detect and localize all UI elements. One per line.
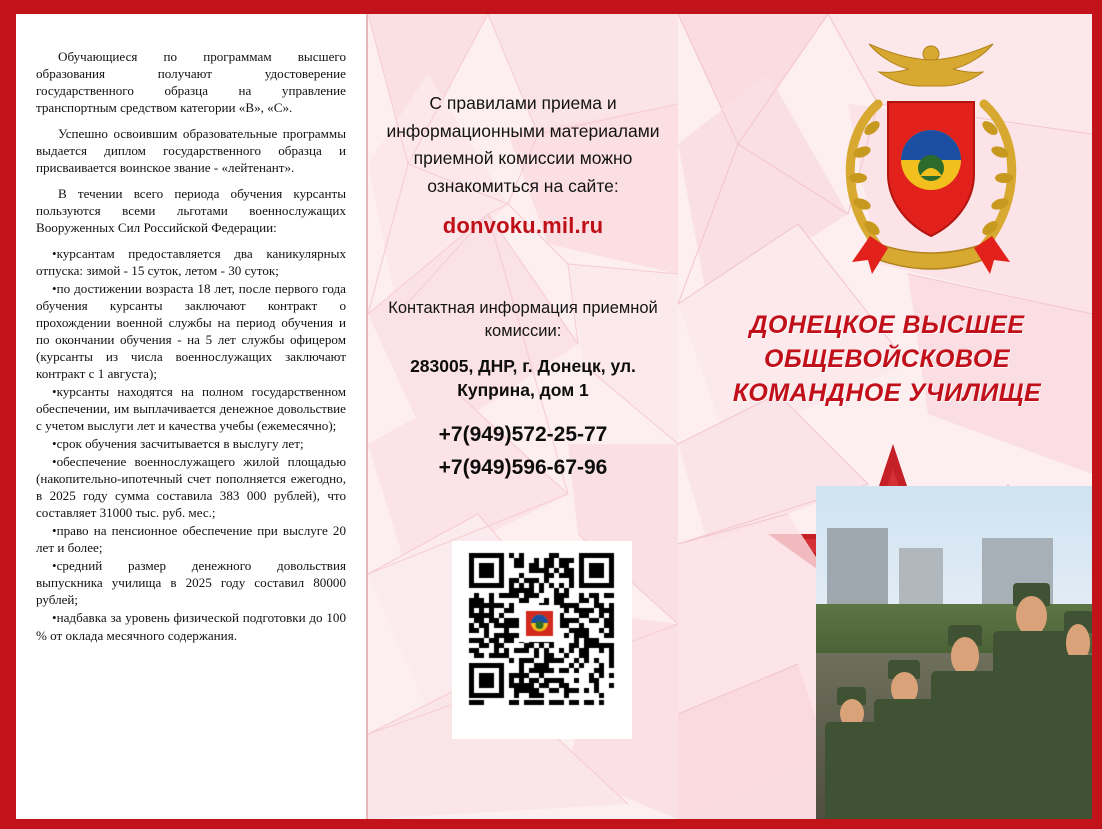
bullet-item: •курсантам предоставляется два каникулярных отпуска: зимой - 15 суток, летом - 30 суток; bbox=[36, 246, 346, 279]
phone-number-2[interactable]: +7(949)596-67-96 bbox=[438, 455, 608, 479]
soldier bbox=[1048, 611, 1092, 819]
address-text: 283005, ДНР, г. Донецк, ул. Куприна, дом 1 bbox=[410, 356, 636, 401]
bottom-border bbox=[0, 819, 1102, 829]
title-line-1: ДОНЕЦКОЕ ВЫСШЕЕ bbox=[749, 311, 1025, 339]
bullet-item: •срок обучения засчитывается в выслугу лет; bbox=[52, 436, 304, 452]
title-line-2: ОБЩЕВОЙСКОВОЕ bbox=[764, 345, 1010, 373]
phone-number-1[interactable]: +7(949)572-25-77 bbox=[438, 423, 608, 446]
left-border bbox=[0, 0, 16, 829]
right-border bbox=[1092, 0, 1102, 829]
admission-rules-text: С правилами приема и информационными материалами приемной комиссии можно ознакомиться на сайте: bbox=[386, 93, 660, 196]
middle-column bbox=[368, 14, 678, 819]
contacts-title: Контактная информация приемной комиссии: bbox=[388, 298, 658, 340]
top-border bbox=[0, 0, 1102, 14]
bullet-item: •курсанты находятся на полном государственном обеспечении, им выплачивается денежное довольствие с учетом выслуги лет и качества учебы (ежемесячно); bbox=[36, 384, 346, 434]
cadets-formation-photo bbox=[816, 486, 1092, 819]
title-line-3: КОМАНДНОЕ УЧИЛИЩЕ bbox=[732, 379, 1042, 407]
right-column bbox=[678, 14, 1092, 819]
website-link[interactable]: donvoku.mil.ru bbox=[442, 212, 604, 238]
bullet-item: •по достижении возраста 18 лет, после первого года обучения курсанты заключают контракт о прохождении военной службы на период обучения и по окончании обучения - на 5 лет службы офицером (курсанты из числа военнослужащих заключают контракт с 1 августа); bbox=[36, 281, 346, 382]
bullet-item: •средний размер денежного довольствия выпускника училища в 2025 году составил 80000 рублей; bbox=[36, 558, 346, 608]
military-emblem-icon bbox=[808, 40, 1054, 280]
military-emblem bbox=[808, 40, 1054, 280]
bullet-item: •право на пенсионное обеспечение при выслуге 20 лет и более; bbox=[36, 523, 346, 556]
bullet-item: •обеспечение военнослужащего жилой площадью (накопительно-ипотечный счет пополняется ежегодно, в 2025 году сумма составила 383 000 рублей), что составляет 31000 тыс. руб. мес.; bbox=[36, 454, 346, 521]
page-title bbox=[688, 308, 1086, 410]
text-column bbox=[16, 14, 364, 819]
paragraph: Успешно освоившим образовательные программы выдается диплом государственного образца и присваивается воинское звание - «лейтенант». bbox=[36, 126, 346, 176]
paragraph: В течении всего периода обучения курсанты пользуются всеми льготами военнослужащих Вооруженных Сил Российской Федерации: bbox=[36, 186, 346, 236]
soldier bbox=[871, 660, 937, 820]
soldier bbox=[929, 625, 1001, 819]
paragraph: Обучающиеся по программам высшего образования получают удостоверение государственного образца на управление транспортным средством категории «В», «С». bbox=[36, 49, 346, 116]
qr-code-image bbox=[458, 547, 626, 733]
bullet-item: •надбавка за уровень физической подготовки до 100 % от оклада месячного содержания. bbox=[36, 610, 346, 643]
qr-code[interactable] bbox=[452, 541, 632, 739]
